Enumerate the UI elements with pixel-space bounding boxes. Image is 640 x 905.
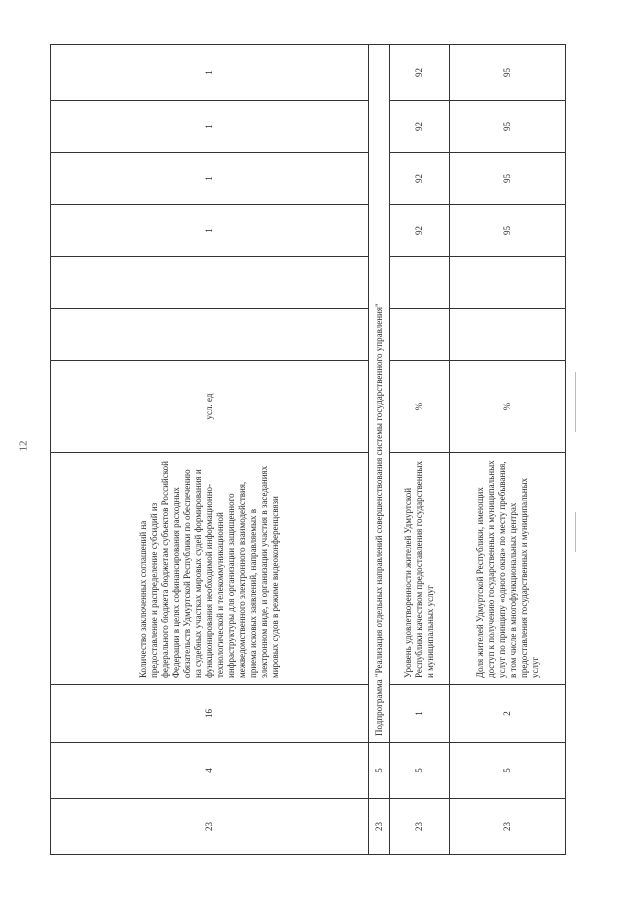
- cell-code-sp: 5: [369, 743, 390, 799]
- cell-value: 1: [51, 45, 369, 101]
- cell-unit: усл. ед: [51, 361, 369, 453]
- table-row: [390, 45, 450, 855]
- cell-value: 1: [51, 205, 369, 257]
- cell-value: [450, 257, 566, 309]
- cell-value: 92: [390, 101, 450, 153]
- table-row: [450, 45, 566, 855]
- cell-value: 92: [390, 45, 450, 101]
- cell-number: 16: [51, 685, 369, 743]
- cell-code-gp: 23: [390, 799, 450, 855]
- cell-value: 92: [390, 205, 450, 257]
- cell-code-gp: 23: [51, 799, 369, 855]
- cell-code-sp: 5: [450, 743, 566, 799]
- cell-value: 95: [450, 153, 566, 205]
- cell-indicator-name: Количество заключенных соглашений на предоставление и распределение субсидий из федерального бюджета бюджетам субъектов Российской Федерации в целях софинансирования расходных обязательств Удмуртской Республики по обеспечению на судебных участках мировых судей формирования и функционирования необходимой информационно-технологической и телекоммуникационной инфраструктуры для организации защищенного межведомственного электронного взаимодействия, приема исковых заявлений, направляемых в электронном виде, и организации участия в заседаниях мировых судов в режиме видеоконференцсвязи: [51, 453, 369, 685]
- subprogram-row: [369, 45, 390, 855]
- cell-value: 95: [450, 45, 566, 101]
- subprogram-title: Подпрограмма "Реализация отдельных направлений совершенствования системы государственного управления": [369, 45, 390, 743]
- cell-indicator-name: Доля жителей Удмуртской Республики, имеющих доступ к получению государственных и муниципальных услуг по принципу «одного окна» по месту пребывания, в том числе в многофункциональных центрах предоставления государственных и муниципальных услуг: [450, 453, 566, 685]
- cell-value: [390, 309, 450, 361]
- cell-value: [51, 309, 369, 361]
- cell-value: [450, 309, 566, 361]
- cell-code-gp: 23: [450, 799, 566, 855]
- cell-unit: %: [450, 361, 566, 453]
- cell-value: [51, 257, 369, 309]
- cell-code-sp: 5: [390, 743, 450, 799]
- scan-artifact-line: [575, 512, 576, 552]
- cell-value: 1: [51, 101, 369, 153]
- indicators-table: [50, 44, 566, 855]
- cell-value: 95: [450, 205, 566, 257]
- table-row: [51, 45, 369, 855]
- cell-number: 1: [390, 685, 450, 743]
- cell-value: 95: [450, 101, 566, 153]
- rotated-table-container: [50, 45, 560, 855]
- cell-indicator-name: Уровень удовлетворенности жителей Удмуртской Республики качеством предоставления государственных и муниципальных услуг: [390, 453, 450, 685]
- cell-value: [390, 257, 450, 309]
- page-number: 12: [17, 440, 30, 452]
- cell-code-sp: 4: [51, 743, 369, 799]
- scan-artifact-line: [575, 372, 576, 432]
- cell-code-gp: 23: [369, 799, 390, 855]
- cell-value: 92: [390, 153, 450, 205]
- cell-number: 2: [450, 685, 566, 743]
- cell-unit: %: [390, 361, 450, 453]
- cell-value: 1: [51, 153, 369, 205]
